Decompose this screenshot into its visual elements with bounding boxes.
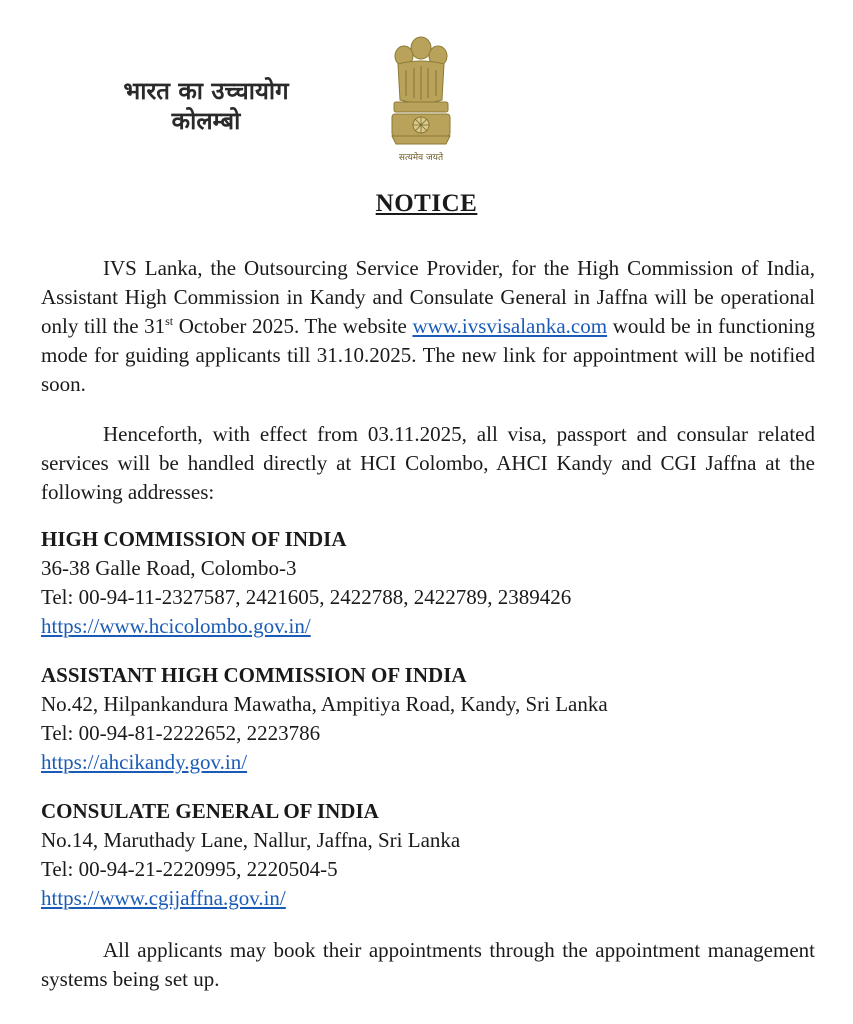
office-block-cgi [41, 797, 821, 913]
para1-text-b: October 2025. The website [173, 314, 413, 338]
national-emblem-icon [384, 30, 458, 164]
para1-text-c: would be in functioning mode for guiding applicants till 31.10.2025. The new link for appointment will be notified soon. [41, 314, 815, 396]
office-block-ahci [41, 661, 821, 777]
ivs-website-link[interactable]: www.ivsvisalanka.com [412, 314, 608, 338]
office-address: 36-38 Galle Road, Colombo-3 [41, 556, 297, 580]
office-website-link[interactable]: https://ahcikandy.gov.in/ [41, 750, 248, 774]
paragraph-henceforth: Henceforth, with effect from 03.11.2025, all visa, passport and consular related services will be handled directly at HCI Colombo, AHCI Kandy and CGI Jaffna at the following addresses: [41, 422, 815, 504]
office-block-hci [41, 525, 821, 641]
office-website-link[interactable]: https://www.cgijaffna.gov.in/ [41, 886, 286, 910]
office-website-link[interactable]: https://www.hcicolombo.gov.in/ [41, 614, 311, 638]
office-tel: Tel: 00-94-11-2327587, 2421605, 2422788, 2422789, 2389426 [41, 585, 572, 609]
office-address: No.42, Hilpankandura Mawatha, Ampitiya Road, Kandy, Sri Lanka [41, 692, 608, 716]
emblem-motto: सत्यमेव जयते [398, 153, 444, 163]
office-name: HIGH COMMISSION OF INDIA [41, 527, 347, 551]
para1-text-a: IVS Lanka, the Outsourcing Service Provider, for the High Commission of India, Assistant High Commission in Kandy and Consulate General in Jaffna will be operational only till the 31 [41, 256, 815, 338]
notice-title: NOTICE [375, 190, 478, 217]
office-tel: Tel: 00-94-81-2222652, 2223786 [41, 721, 321, 745]
paragraph-closing: All applicants may book their appointments through the appointment management systems being set up. [41, 938, 815, 991]
office-address: No.14, Maruthady Lane, Nallur, Jaffna, Sri Lanka [41, 828, 461, 852]
letterhead-line-1: भारत का उच्चायोग [123, 77, 289, 105]
paragraph-outsourcing [41, 254, 815, 399]
para1-superscript: st [165, 314, 174, 328]
office-tel: Tel: 00-94-21-2220995, 2220504-5 [41, 857, 338, 881]
office-name: ASSISTANT HIGH COMMISSION OF INDIA [41, 663, 467, 687]
letterhead-line-2: कोलम्बो [171, 107, 241, 135]
office-name: CONSULATE GENERAL OF INDIA [41, 799, 379, 823]
letterhead-hindi [66, 76, 346, 136]
